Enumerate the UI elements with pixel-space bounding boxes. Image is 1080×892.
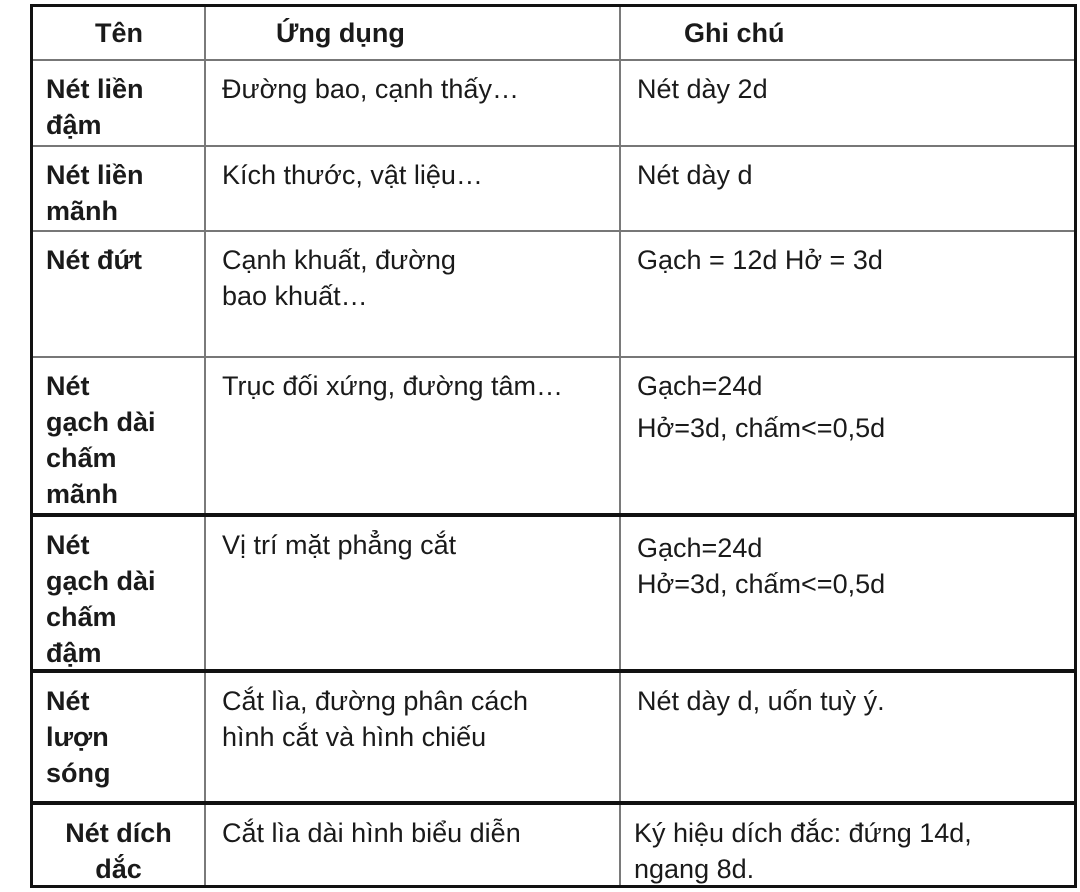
row-note: Gạch=24d Hở=3d, chấm<=0,5d: [637, 371, 886, 443]
table-row: [33, 59, 1074, 145]
table-row: [33, 801, 1074, 885]
table-header-row: [33, 7, 1074, 59]
row-name: Nét liền mãnh: [33, 147, 206, 230]
row-usage: Vị trí mặt phẳng cắt: [206, 517, 621, 669]
row-name: Nét dích dắc: [33, 805, 206, 885]
row-usage: Đường bao, cạnh thấy…: [206, 61, 621, 145]
header-name: Tên: [33, 7, 206, 59]
row-usage: Cắt lìa dài hình biểu diễn: [206, 805, 621, 885]
row-usage: Trục đối xứng, đường tâm…: [206, 358, 621, 513]
header-usage: Ứng dụng: [206, 7, 621, 59]
table-row: [33, 356, 1074, 513]
row-note: Gạch = 12d Hở = 3d: [637, 245, 883, 275]
table-row: [33, 145, 1074, 230]
table-row: [33, 230, 1074, 356]
row-name: Nét liền đậm: [33, 61, 206, 145]
line-types-table: [30, 4, 1077, 888]
row-name: Nét lượn sóng: [33, 673, 206, 801]
table-row: [33, 513, 1074, 669]
row-usage: Kích thước, vật liệu…: [206, 147, 621, 230]
row-note: Nét dày d: [637, 160, 753, 190]
row-name: Nét đứt: [33, 232, 206, 356]
table-row: [33, 669, 1074, 801]
row-name: Nét gạch dài chấm mãnh: [33, 358, 206, 513]
row-usage: Cạnh khuất, đường bao khuất…: [206, 232, 621, 356]
row-note: Nét dày d, uốn tuỳ ý.: [637, 686, 885, 716]
row-usage: Cắt lìa, đường phân cách hình cắt và hình chiếu: [206, 673, 621, 801]
header-note: Ghi chú: [684, 18, 785, 48]
row-note: Nét dày 2d: [637, 74, 768, 104]
row-note: Gạch=24d Hở=3d, chấm<=0,5d: [637, 533, 886, 599]
row-note: Ký hiệu dích đắc: đứng 14d, ngang 8d.: [634, 818, 972, 884]
row-name: Nét gạch dài chấm đậm: [33, 517, 206, 669]
